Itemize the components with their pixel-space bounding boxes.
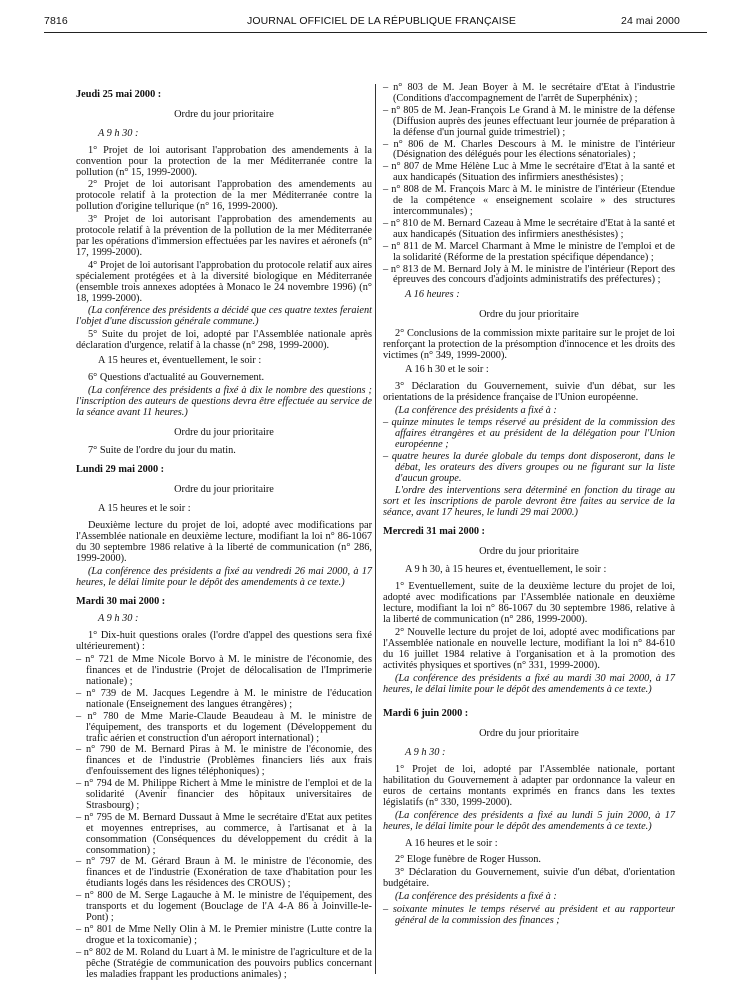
time-heading: A 9 h 30 : (405, 747, 446, 759)
question-item: – n° 805 de M. Jean-François Le Grand à M. le ministre de la défense (Diffusion auprès des jeunes effectuant leur journée de préparation à la défense d'un journal guide trimestriel) ; (383, 104, 675, 138)
agenda-item: 1° Projet de loi autorisant l'approbation des amendements à la convention pour la protection de la mer Méditerranée contre la pollution (n° 15, 1999-2000). (76, 144, 372, 178)
question-item: – n° 797 de M. Gérard Braun à M. le ministre de l'économie, des finances et de l'industrie (Exonération de taxe d'habitation pour les étudiants logés dans les résidences des CROUS) ; (76, 856, 372, 890)
question-item: – n° 806 de M. Charles Descours à M. le ministre de l'intérieur (Désignation des délégués pour les élections sénatoriales) ; (383, 138, 675, 161)
section-date: Jeudi 25 mai 2000 : (76, 89, 162, 100)
question-item: – n° 790 de M. Bernard Piras à M. le ministre de l'économie, des finances et de l'industrie (Problèmes financiers liés aux frais d'enfouissement des lignes téléphoniques) ; (76, 744, 372, 778)
ordre-heading: Ordre du jour prioritaire (174, 426, 274, 438)
note-item: – quatre heures la durée globale du temps dont disposeront, dans le débat, les orateurs des divers groupes ou ne figurant sur la liste d'aucun groupe. (383, 451, 675, 484)
time-heading: A 9 h 30, à 15 heures et, éventuellement, le soir : (405, 564, 607, 576)
question-item: – n° 803 de M. Jean Boyer à M. le secrétaire d'Etat à l'industrie (Conditions d'accompagnement de l'arrêt de Superphénix) ; (383, 82, 675, 104)
time-heading: A 16 h 30 et le soir : (405, 363, 489, 375)
time-heading: A 16 heures et le soir : (405, 837, 498, 849)
question-item: – n° 739 de M. Jacques Legendre à M. le ministre de l'éducation nationale (Enseignement des langues étrangères) ; (76, 687, 372, 710)
note-item: – soixante minutes le temps réservé au président et au rapporteur général de la commission des finances ; (383, 904, 675, 926)
agenda-item: 2° Eloge funèbre de Roger Husson. (395, 854, 541, 866)
question-item: – n° 810 de M. Bernard Cazeau à Mme le secrétaire d'Etat à la santé et aux handicapés (Situation des infirmiers anesthésistes) ; (383, 217, 675, 240)
left-column (76, 90, 372, 981)
ordre-heading: Ordre du jour prioritaire (479, 309, 579, 321)
agenda-item: 1° Eventuellement, suite de la deuxième lecture du projet de loi, adopté avec modifications par l'Assemblée nationale en deuxième lecture, modifiant la loi n° 86-1067 du 30 septembre 1986, relative à la liberté de communication (n° 286, 1999-2000). (383, 581, 675, 626)
agenda-item: 1° Projet de loi, adopté par l'Assemblée nationale, portant habilitation du Gouvernement à adapter par ordonnance la valeur en euros de certains montants exprimés en francs dans les textes législatifs (n° 330, 1999-2000). (383, 764, 675, 808)
agenda-item: 3° Projet de loi autorisant l'approbation des amendements au protocole relatif à la prévention de la pollution de la mer Méditerranée par les opérations d'immersion effectuées par les navires et aéronefs (n° 17, 1999-2000). (76, 214, 372, 258)
agenda-item: 7° Suite de l'ordre du jour du matin. (88, 445, 236, 457)
ordre-heading: Ordre du jour prioritaire (174, 108, 274, 120)
agenda-item: 4° Projet de loi autorisant l'approbation du protocole relatif aux aires spécialement protégées et à la diversité biologique en Méditerranée (ensemble trois annexes adoptées à Monaco le 24 novembre 1996) (n° 18, 1999-2000). (76, 259, 372, 304)
question-item: – n° 795 de M. Bernard Dussaut à Mme le secrétaire d'Etat aux petites et moyennes entreprises, au commerce, à l'artisanat et à la consommation (Conséquences du développement du crédit à la consommation) ; (76, 811, 372, 856)
section-date: Mercredi 31 mai 2000 : (383, 525, 485, 537)
note: (La conférence des présidents a fixé au mardi 30 mai 2000, à 17 heures, le délai limite pour le dépôt des amendements à ce texte.) (383, 672, 675, 695)
agenda-item: 3° Déclaration du Gouvernement, suivie d'un débat, sur les orientations de la présidence française de l'Union européenne. (383, 380, 675, 403)
time-heading: A 16 heures : (405, 289, 460, 301)
agenda-item: 1° Dix-huit questions orales (l'ordre d'appel des questions sera fixé ultérieurement) : (76, 630, 372, 653)
agenda-item: 2° Conclusions de la commission mixte paritaire sur le projet de loi renforçant la protection de la présomption d'innocence et les droits des victimes (n° 349, 1999-2000). (383, 328, 675, 361)
note: (La conférence des présidents a fixé au vendredi 26 mai 2000, à 17 heures, le délai limite pour le dépôt des amendements à ce texte.) (76, 565, 372, 588)
question-item: – n° 794 de M. Philippe Richert à Mme le ministre de l'emploi et de la solidarité (Avenir financier des hôpitaux universitaires de Strasbourg) ; (76, 778, 372, 811)
question-item: – n° 813 de M. Bernard Joly à M. le ministre de l'intérieur (Report des épreuves des concours d'adjoints administratifs des préfectures) ; (383, 263, 675, 286)
question-item: – n° 800 de M. Serge Lagauche à M. le ministre de l'équipement, des transports et du logement (Bouclage de l'A 4-A 86 à Joinville-le-Pont) ; (76, 890, 372, 923)
agenda-item: 5° Suite du projet de loi, adopté par l'Assemblée nationale après déclaration d'urgence, relatif à la chasse (n° 298, 1999-2000). (76, 329, 372, 352)
note-item: – quinze minutes le temps réservé au président de la commission des affaires étrangères et au président de la délégation pour l'Union européenne ; (383, 417, 675, 451)
question-item: – n° 811 de M. Marcel Charmant à Mme le ministre de l'emploi et de la solidarité (Réforme de la prestation spécifique dépendance) ; (383, 240, 675, 263)
agenda-item: 2° Projet de loi autorisant l'approbation des amendements au protocole relatif à la protection de la mer Méditerranée contre la pollution d'origine tellurique (n° 16, 1999-2000). (76, 179, 372, 213)
journal-title: JOURNAL OFFICIEL DE LA RÉPUBLIQUE FRANÇAISE (247, 15, 516, 27)
agenda-item: 3° Déclaration du Gouvernement, suivie d'un débat, d'orientation budgétaire. (383, 867, 675, 890)
agenda-item: Deuxième lecture du projet de loi, adopté avec modifications par l'Assemblée nationale en deuxième lecture, modifiant la loi n° 86-1067 du 30 septembre 1986 relative à la liberté de communication (n° 286, 1999-2000). (76, 520, 372, 564)
time-heading: A 15 heures et, éventuellement, le soir : (98, 355, 262, 367)
question-item: – n° 808 de M. François Marc à M. le ministre de l'intérieur (Etendue de la compétence « enseignement scolaire » des structures intercommunales) ; (383, 184, 675, 217)
header-rule (44, 32, 707, 33)
question-item: – n° 807 de Mme Hélène Luc à Mme le secrétaire d'Etat à la santé et aux handicapés (Situation des infirmiers anesthésistes) ; (383, 161, 675, 184)
ordre-heading: Ordre du jour prioritaire (174, 484, 274, 496)
question-item: – n° 801 de Mme Nelly Olin à M. le Premier ministre (Lutte contre la drogue et la toxicomanie) ; (76, 923, 372, 946)
right-column (383, 83, 675, 928)
note: (La conférence des présidents a décidé que ces quatre textes feraient l'objet d'une discussion générale commune.) (76, 305, 372, 328)
time-heading: A 15 heures et le soir : (98, 503, 191, 515)
page-header (0, 0, 751, 34)
note: (La conférence des présidents a fixé au lundi 5 juin 2000, à 17 heures, le délai limite pour le dépôt des amendements à ce texte.) (383, 809, 675, 832)
section-date: Mardi 6 juin 2000 : (383, 708, 469, 720)
ordre-heading: Ordre du jour prioritaire (479, 545, 579, 557)
column-separator (375, 84, 376, 974)
note: (La conférence des présidents a fixé à dix le nombre des questions ; l'inscription des auteurs de questions devra être effectuée au service de la séance avant 11 heures.) (76, 384, 372, 418)
note: (La conférence des présidents a fixé à : (395, 404, 557, 416)
question-item: – n° 802 de M. Roland du Luart à M. le ministre de l'agriculture et de la pêche (Stratégie de communication des pouvoirs publics concernant les maladies frappant les productions animales) ; (76, 946, 372, 980)
section-date: Lundi 29 mai 2000 : (76, 464, 165, 476)
page-number: 7816 (44, 15, 68, 27)
agenda-item: 2° Nouvelle lecture du projet de loi, adopté avec modifications par l'Assemblée nationale en nouvelle lecture, modifiant la loi n° 84-610 du 16 juillet 1984 relative à l'organisation et à la promotion des activités physiques et sportives (n° 331, 1999-2000). (383, 626, 675, 671)
note: L'ordre des interventions sera déterminé en fonction du tirage au sort et les inscriptions de parole devront être faites au service de la séance, avant 17 heures, le lundi 29 mai 2000.) (383, 484, 675, 518)
agenda-item: 6° Questions d'actualité au Gouvernement. (88, 371, 265, 383)
time-heading: A 9 h 30 : (98, 613, 139, 625)
question-item: – n° 721 de Mme Nicole Borvo à M. le ministre de l'économie, des finances et de l'industrie (Projet de délocalisation de l'Imprimerie nationale) ; (76, 654, 372, 687)
ordre-heading: Ordre du jour prioritaire (479, 728, 579, 740)
issue-date: 24 mai 2000 (621, 15, 680, 27)
section-date: Mardi 30 mai 2000 : (76, 595, 166, 607)
time-heading: A 9 h 30 : (98, 127, 139, 139)
question-item: – n° 780 de Mme Marie-Claude Beaudeau à M. le ministre de l'équipement, des transports et du logement (Développement du trafic aérien et construction d'un aéroport international) ; (76, 710, 372, 744)
note: (La conférence des présidents a fixé à : (395, 891, 557, 903)
